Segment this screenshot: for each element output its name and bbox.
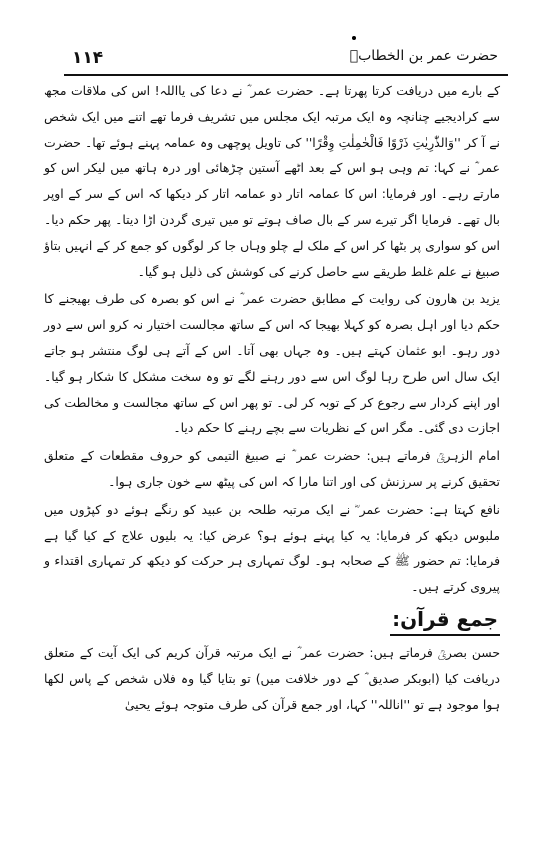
page-header (64, 44, 508, 76)
paragraph-2: یزید بن ھارون کی روایت کے مطابق حضرت عمر ؓ نے اس کو بصرہ کی طرف بھیجنے کا حکم دیا اور اہل بصرہ کو کہلا بھیجا کہ اس کے ساتھ مجالست اختیار نہ کرو اس سے دور دور رہو۔ ابو عثمان کہتے ہیں۔ وہ جہاں بھی آتا۔ اس کے آتے ہی لوگ منتشر ہو جاتے ایک سال اس طرح رہا لوگ اس سے دور رہنے لگے تو وہ سخت مشکل کا شکار ہو گیا۔ اور اپنے کردار سے رجوع کر کے توبہ کر لی۔ تو پھر اس کے ساتھ مجالست و مخالطت کی اجازت دی گئی۔ مگر اس کے نظریات سے بچے رہنے کا حکم دیا۔ (44, 291, 500, 436)
paragraph-3: امام الزہریؒ فرماتے ہیں: حضرت عمر ؓ نے صبیغ التیمی کو حروف مقطعات کے متعلق تحقیق کرنے پر سرزنش کی اور اتنا مارا کہ اس کی پیٹھ سے خون جاری ہوا۔ (44, 448, 500, 489)
section-paragraph: حسن بصریؒ فرماتے ہیں: حضرت عمر ؓ نے ایک مرتبہ قرآن کریم کی ایک آیت کے متعلق دریافت کیا (ابوبکر صدیق ؓ کے دور خلافت میں) تو بتایا گیا وہ فلاں شخص کے پاس لکھا ہوا موجود ہے تو ''اناللہ'' کہا، اور جمع قرآن کی طرف متوجہ ہوئے یحییٰ (44, 644, 500, 712)
paragraph-1: کے بارے میں دریافت کرتا پھرتا ہے۔ حضرت عمر ؓ نے دعا کی یااللہ! اس کی ملاقات مجھ سے کرادیجیے چنانچہ وہ ایک مرتبہ ایک مجلس میں تشریف فرما تھے اتنے میں ایک شخص نے آ کر ''وَالذّٰرِیٰتِ ذَرْوًا فَالْحٰمِلٰتِ وِقْرًا'' کی تاویل پوچھی وہ عمامہ پہنے ہوئے تھا۔ حضرت عمر ؓ نے کہا: تم وہی ہو اس کے بعد اٹھے آستین چڑھائی اور درہ ہاتھ میں لیکر اس کو مارتے رہے۔ اور فرمایا: اس کا عمامہ اتار دو عمامہ اتار کر دیکھا کہ اس کے سر کے اوپر بال تھے۔ فرمایا اگر تیرے سر کے بال صاف ہوتے تو میں تیری گردن اڑا دیتا۔ پھر حکم دیا۔ اس کو سواری پر بٹھا کر اس کے ملک لے چلو وہاں جا کر لوگوں کو جمع کر کے انہیں بتاؤ صبیغ نے علم غلط طریقے سے حاصل کرنے کی کوشش کی ذلیل ہو گیا۔ (44, 83, 500, 279)
ink-dot (352, 36, 356, 40)
paragraph-4: نافع کہتا ہے: حضرت عمر ؓ نے ایک مرتبہ طلحہ بن عبید کو رنگے ہوئے دو کپڑوں میں ملبوس دیکھ کر فرمایا: یہ کیا پہنے ہوئے ہو؟ عرض کیا: یہ بلیوں علاج کے کیا گیا ہے فرمایا: تم حضور ﷺ کے صحابہ ہو۔ لوگ تمہاری ہر حرکت کو دیکھ کر تمہاری اقتداء و پیروی کرتے ہیں۔ (44, 501, 500, 595)
page-body (44, 78, 500, 719)
page-number: ۱۱۴ (72, 48, 104, 68)
section-heading: جمع قرآن: (390, 604, 500, 636)
running-title: حضرت عمر بن الخطابؓ (349, 48, 498, 64)
